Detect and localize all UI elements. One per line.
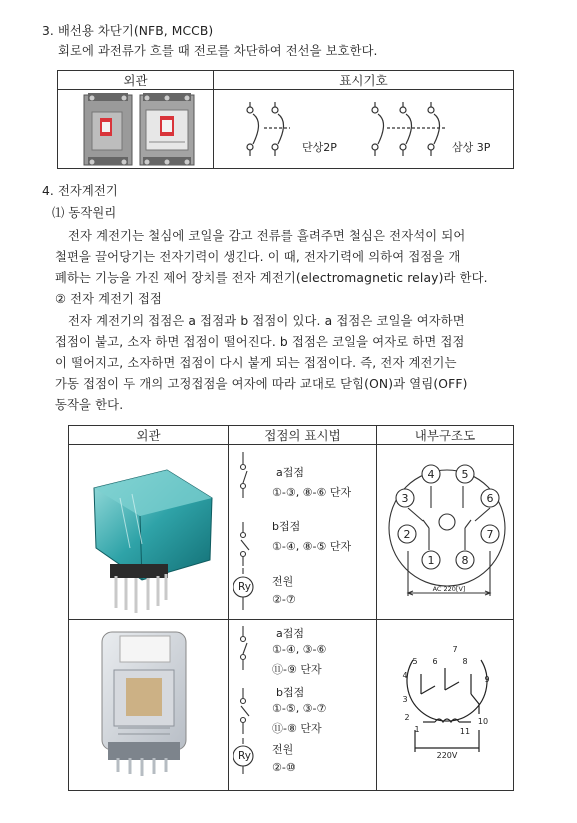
- relay2-pin-6: 6: [432, 657, 438, 666]
- relay1-coil-symbol: Ry: [238, 581, 251, 593]
- breaker-2p-symbol: [240, 100, 300, 160]
- relay1-pin-3: 3: [401, 492, 409, 505]
- breaker-3p-label: 삼상 3P: [452, 141, 491, 154]
- relay2-photo: [80, 622, 210, 784]
- subsection-operation-title: ⑴ 동작원리: [52, 206, 117, 220]
- relay2-pin-4: 4: [402, 671, 408, 680]
- contact-line-4: 가동 접점이 두 개의 고정접점을 여자에 따라 교대로 닫힘(ON)과 열림(OFF): [55, 377, 468, 391]
- contact-line-5: 동작을 한다.: [55, 398, 124, 412]
- relay1-b-contact-terminals: ①-④, ⑧-⑤ 단자: [272, 540, 352, 553]
- operation-line-2: 철편을 끌어당기는 전자기력이 생긴다. 이 때, 전자기력에 의하여 접점을 개: [55, 250, 461, 264]
- relay2-pin-3: 3: [402, 695, 408, 704]
- subsection-contact-title: ② 전자 계전기 접점: [55, 292, 163, 306]
- operation-line-1: 전자 계전기는 철심에 코일을 감고 전류를 흘려주면 철심은 전자석이 되어: [68, 229, 466, 243]
- relay1-internal-diagram: [383, 446, 511, 614]
- relay1-b-contact-label: b접점: [272, 520, 301, 533]
- relay2-pin-10: 10: [477, 717, 489, 726]
- relay1-coil-terminals: ②-⑦: [272, 593, 296, 606]
- relay2-a-contact-terminals-1: ①-④, ③-⑥: [272, 643, 327, 656]
- relay1-voltage-label: AC 220[V]: [432, 585, 466, 593]
- contact-line-3: 이 떨어지고, 소자하면 접점이 다시 붙게 되는 접점이다. 즉, 전자 계전기는: [55, 356, 457, 370]
- relay1-a-contact-terminals: ①-③, ⑧-⑥ 단자: [272, 486, 352, 499]
- relay-header-appearance: 외관: [69, 426, 229, 445]
- relay1-coil-label: 전원: [272, 575, 294, 588]
- section4-title: 4. 전자계전기: [42, 184, 118, 198]
- relay2-a-contact-label: a접점: [276, 627, 304, 640]
- relay-header-contact-notation: 접점의 표시법: [229, 426, 377, 445]
- relay1-pin-2: 2: [403, 528, 411, 541]
- breaker-2p-label: 단상2P: [302, 141, 337, 154]
- relay2-pin-7: 7: [452, 645, 458, 654]
- relay1-pin-7: 7: [486, 528, 494, 541]
- relay2-coil-terminals: ②-⑩: [272, 761, 296, 774]
- relay2-voltage-label: 220V: [436, 751, 458, 760]
- relay-header-internal-structure: 내부구조도: [377, 426, 514, 445]
- relay2-internal-diagram: [393, 630, 498, 760]
- section3-description: 회로에 과전류가 흐를 때 전로를 차단하여 전선을 보호한다.: [58, 44, 378, 58]
- relay1-a-contact-label: a접점: [276, 466, 304, 479]
- relay1-pin-1: 1: [427, 554, 435, 567]
- relay2-b-contact-label: b접점: [276, 686, 305, 699]
- relay1-pin-4: 4: [427, 468, 435, 481]
- relay2-pin-8: 8: [462, 657, 468, 666]
- contact-line-1: 전자 계전기의 접점은 a 접점과 b 접점이 있다. a 접점은 코일을 여자하면: [68, 314, 465, 328]
- relay1-pin-8: 8: [461, 554, 469, 567]
- section3-title: 3. 배선용 차단기(NFB, MCCB): [42, 24, 214, 38]
- relay1-pin-5: 5: [461, 468, 469, 481]
- breaker-header-appearance: 외관: [58, 71, 214, 90]
- contact-line-2: 접점이 붙고, 소자 하면 접점이 떨어진다. b 접점은 코일을 여자로 하면 접점: [55, 335, 465, 349]
- relay2-coil-label: 전원: [272, 743, 294, 756]
- relay2-b-contact-terminals-2: ⑪-⑧ 단자: [272, 722, 322, 735]
- relay2-pin-11: 11: [459, 727, 471, 736]
- relay2-pin-5: 5: [412, 657, 418, 666]
- relay2-pin-2: 2: [404, 713, 410, 722]
- relay2-coil-symbol: Ry: [238, 750, 251, 762]
- breaker-2p-image: [84, 93, 132, 165]
- relay2-a-contact-terminals-2: ⑪-⑨ 단자: [272, 663, 322, 676]
- relay2-pin-1: 1: [414, 725, 420, 734]
- breaker-3p-image: [140, 93, 194, 165]
- relay2-b-contact-terminals-1: ①-⑤, ③-⑦: [272, 702, 327, 715]
- operation-line-3: 폐하는 기능을 가진 제어 장치를 전자 계전기(electromagnetic relay)라 한다.: [55, 271, 488, 285]
- relay1-pin-6: 6: [486, 492, 494, 505]
- breaker-3p-symbol: [365, 100, 455, 160]
- relay2-pin-9: 9: [484, 675, 490, 684]
- relay1-photo: [72, 448, 224, 618]
- breaker-header-symbol: 표시기호: [214, 71, 514, 90]
- breaker-photo: [82, 92, 197, 167]
